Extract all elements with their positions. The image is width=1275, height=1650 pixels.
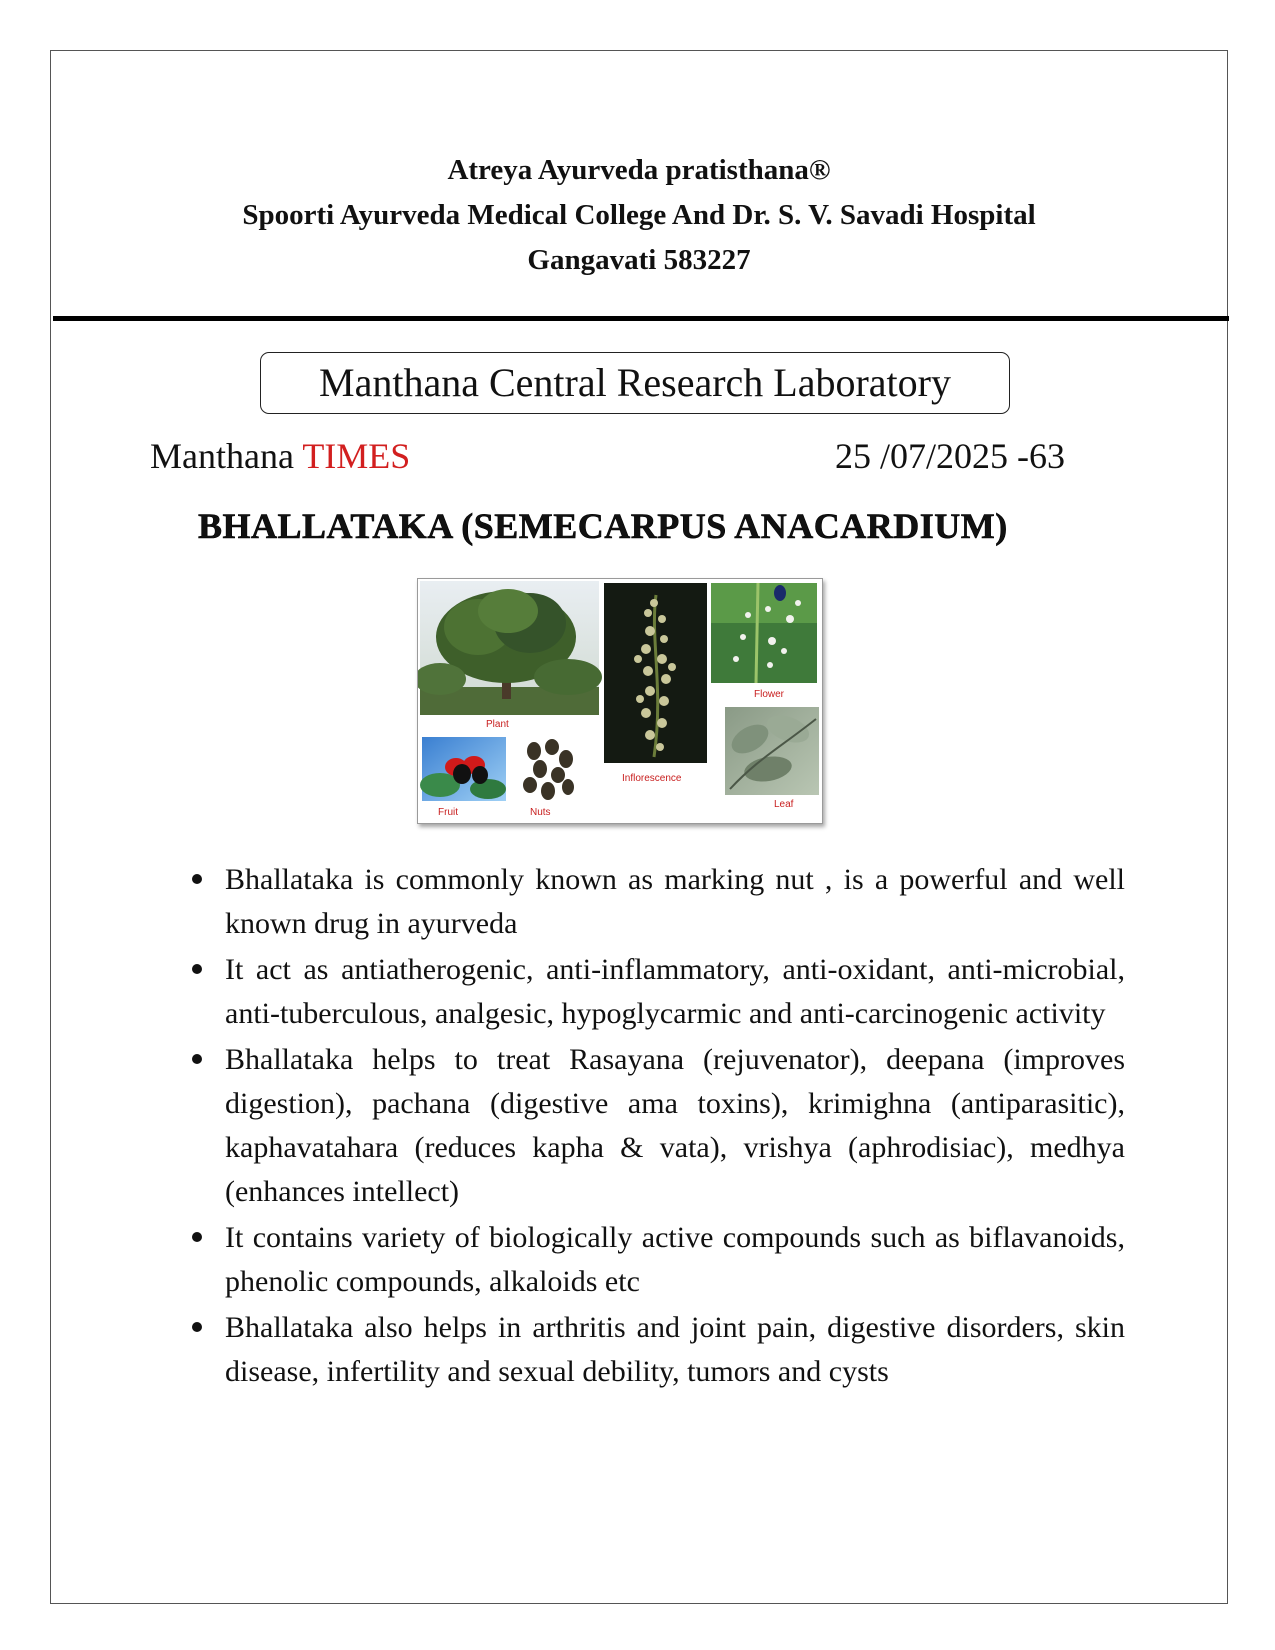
header-line-3: Gangavati 583227 [527, 244, 751, 276]
list-item-text: Bhallataka also helps in arthritis and joint pain, digestive disorders, skin disease, infertility and sexual debility, tumors and cysts [225, 1311, 1125, 1388]
bullet-icon [192, 1054, 202, 1064]
header-line-1: Atreya Ayurveda pratisthana® [447, 154, 831, 186]
label-flower: Flower [754, 689, 785, 700]
list-item [225, 858, 1125, 946]
plant-photo [418, 581, 602, 715]
fruit-photo [420, 737, 506, 801]
lab-name: Manthana Central Research Laboratory [319, 360, 951, 405]
list-item-text: Bhallataka helps to treat Rasayana (rejuvenator), deepana (improves digestion), pachana (digestive ama toxins), krimighna (antiparasitic), kaphavatahara (reduces kapha & vata), vrishya (aphrodisiac), medhya (enhances intellect) [225, 1043, 1125, 1208]
bullet-icon [192, 964, 202, 974]
bullet-icon [192, 1322, 202, 1332]
leaf-photo [725, 707, 819, 795]
issue-date: 25 /07/2025 -63 [835, 436, 1065, 476]
list-item [225, 1306, 1125, 1394]
label-leaf: Leaf [774, 799, 794, 810]
nuts-photo [523, 739, 574, 800]
newsletter-name-highlight: TIMES [302, 436, 411, 476]
list-item-text: It act as antiatherogenic, anti-inflammatory, anti-oxidant, anti-microbial, anti-tuberculous, analgesic, hypoglycarmic and anti-carcinogenic activity [225, 953, 1125, 1030]
benefits-list [225, 858, 1125, 1396]
list-item-text: Bhallataka is commonly known as marking nut , is a powerful and well known drug in ayurveda [225, 863, 1125, 940]
label-inflorescence: Inflorescence [622, 773, 682, 784]
list-item [225, 1038, 1125, 1214]
article-title: BHALLATAKA (SEMECARPUS ANACARDIUM) [198, 506, 1008, 546]
list-item-text: It contains variety of biologically active compounds such as biflavanoids, phenolic compounds, alkaloids etc [225, 1221, 1125, 1298]
bullet-icon [192, 874, 202, 884]
plant-photo-collage [417, 578, 823, 824]
list-item [225, 1216, 1125, 1304]
newsletter-name-prefix: Manthana [150, 436, 294, 476]
newsletter-name [150, 432, 410, 480]
institution-header [50, 148, 1228, 283]
header-divider [53, 316, 1229, 321]
label-plant: Plant [486, 719, 509, 730]
lab-name-box [260, 352, 1010, 414]
label-nuts: Nuts [530, 807, 551, 818]
bullet-icon [192, 1232, 202, 1242]
inflorescence-photo [604, 583, 707, 763]
header-line-2: Spoorti Ayurveda Medical College And Dr. S. V. Savadi Hospital [242, 199, 1036, 231]
label-fruit: Fruit [438, 807, 458, 818]
flower-photo [711, 583, 817, 683]
list-item [225, 948, 1125, 1036]
